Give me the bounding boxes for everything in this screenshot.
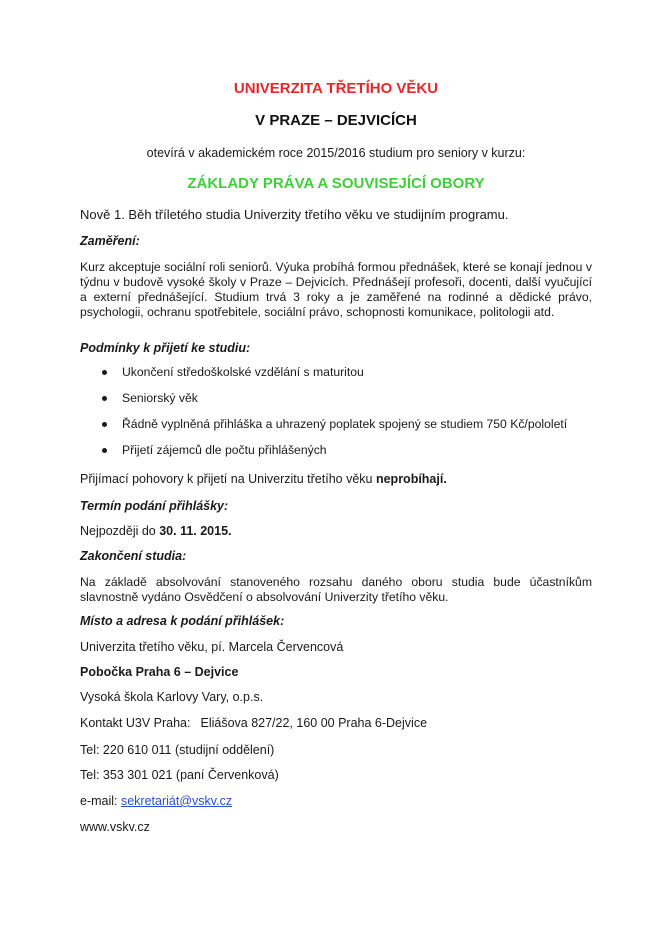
location-title: V PRAZE – DEJVICÍCH bbox=[255, 112, 417, 129]
deadline-date: 30. 11. 2015. bbox=[159, 524, 232, 538]
list-item-text: Ukončení středoškolské vzdělání s maturitou bbox=[122, 365, 364, 379]
deadline-label: Nejpozději do bbox=[80, 524, 160, 538]
university-title: UNIVERZITA TŘETÍHO VĚKU bbox=[233, 80, 439, 97]
phone-1: Tel: 220 610 011 (studijní oddělení) bbox=[80, 743, 275, 757]
interviews-status: neprobíhají. bbox=[375, 472, 447, 486]
deadline-text bbox=[80, 524, 232, 538]
contact-heading: Místo a adresa k podání přihlášek: bbox=[80, 614, 285, 628]
list-item-text: Seniorský věk bbox=[122, 391, 198, 405]
contact-person: Univerzita třetího věku, pí. Marcela Červencová bbox=[80, 640, 344, 654]
branch-name: Pobočka Praha 6 – Dejvice bbox=[80, 665, 239, 679]
list-item bbox=[100, 391, 567, 417]
deadline-heading: Termín podání přihlášky: bbox=[80, 499, 229, 513]
address-label: Kontakt U3V Praha: bbox=[80, 716, 191, 730]
bullet-icon bbox=[102, 422, 107, 427]
list-item-text: Řádně vyplněná přihláška a uhrazený poplatek spojený se studiem 750 Kč/pololetí bbox=[122, 417, 568, 431]
school-name: Vysoká škola Karlovy Vary, o.p.s. bbox=[80, 690, 264, 704]
website: www.vskv.cz bbox=[80, 820, 150, 834]
focus-text: Kurz akceptuje sociální roli seniorů. Výuka probíhá formou přednášek, které se konají jednou v týdnu v budově vysoké školy v Praze – Dejvicích. Přednášejí profesoři, docenti, další vyučující a externí přednášející. Studium trvá 3 roky a je zaměřené na rodinné a dědické právo, psychologii, ochranu spotřebitele, sociální právo, schopnosti komunikace, politologii atd. bbox=[80, 260, 592, 319]
completion-text: Na základě absolvování stanoveného rozsahu daného oboru studia bude účastníkům slavnostně vydáno Osvědčení o absolvování Univerzity třetího věku. bbox=[80, 575, 592, 604]
list-item bbox=[100, 365, 567, 391]
address-line bbox=[80, 716, 427, 730]
email-link[interactable]: sekretariát@vskv.cz bbox=[120, 794, 233, 808]
admission-heading: Podmínky k přijetí ke studiu: bbox=[80, 341, 251, 355]
list-item bbox=[100, 443, 567, 469]
bullet-icon bbox=[102, 396, 107, 401]
interviews-text bbox=[80, 472, 447, 486]
email-line bbox=[80, 794, 232, 808]
focus-heading: Zaměření: bbox=[80, 234, 140, 248]
list-item-text: Přijetí zájemců dle počtu přihlášených bbox=[122, 443, 327, 457]
course-title: ZÁKLADY PRÁVA A SOUVISEJÍCÍ OBORY bbox=[187, 175, 485, 192]
intro-text: Nově 1. Běh tříletého studia Univerzity třetího věku ve studijním programu. bbox=[80, 207, 509, 222]
address-value: Eliášova 827/22, 160 00 Praha 6-Dejvice bbox=[200, 716, 428, 730]
completion-heading: Zakončení studia: bbox=[80, 549, 187, 563]
subtitle: otevírá v akademickém roce 2015/2016 studium pro seniory v kurzu: bbox=[146, 146, 526, 160]
list-item bbox=[100, 417, 567, 443]
email-label: e-mail: bbox=[80, 794, 121, 808]
bullet-icon bbox=[102, 448, 107, 453]
admission-list bbox=[100, 365, 567, 469]
interviews-label: Přijímací pohovory k přijetí na Univerzitu třetího věku bbox=[80, 472, 376, 486]
phone-2: Tel: 353 301 021 (paní Červenková) bbox=[80, 768, 279, 782]
bullet-icon bbox=[102, 370, 107, 375]
